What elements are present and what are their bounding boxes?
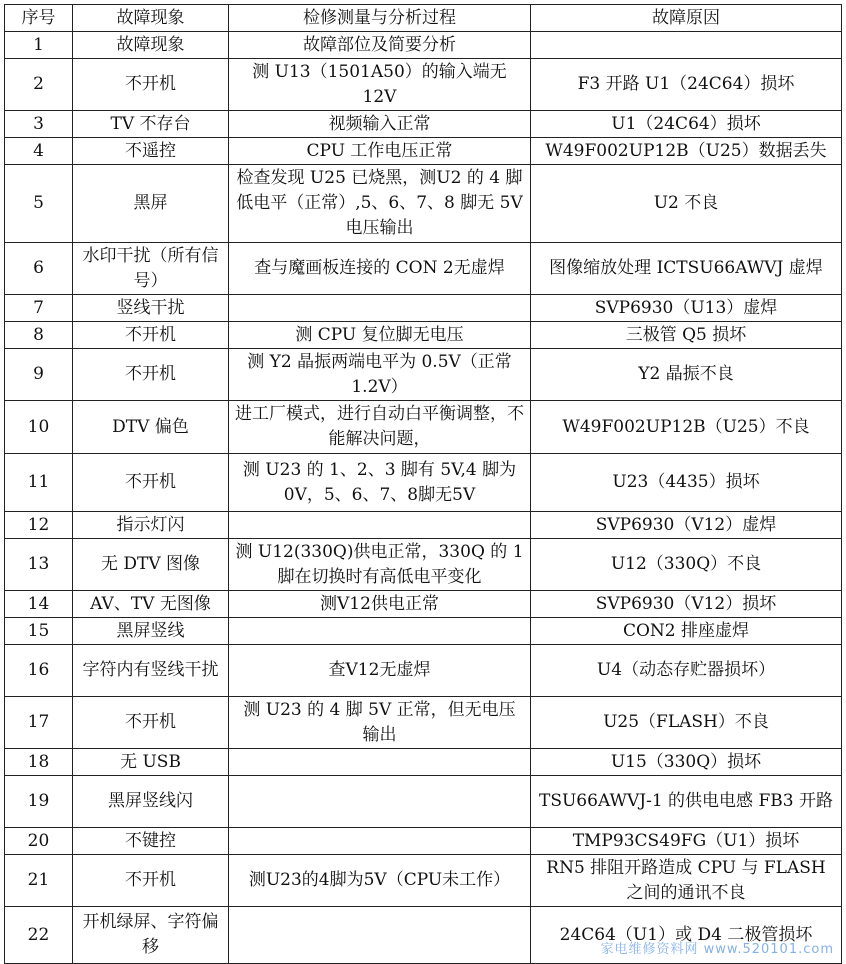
cell-cause: SVP6930（V12）虚焊 xyxy=(531,512,842,539)
table-row xyxy=(5,539,842,591)
table-row xyxy=(5,401,842,454)
cell-cause: SVP6930（U13）虚焊 xyxy=(531,295,842,322)
cell-symptom: AV、TV 无图像 xyxy=(73,591,229,618)
cell-analysis: 进工厂模式，进行自动白平衡调整，不能解决问题， xyxy=(229,401,531,454)
cell-cause: TSU66AWVJ-1 的供电电感 FB3 开路 xyxy=(531,776,842,828)
cell-serial: 5 xyxy=(5,165,73,243)
cell-analysis xyxy=(229,749,531,776)
cell-analysis xyxy=(229,907,531,964)
cell-symptom: TV 不存台 xyxy=(73,111,229,138)
table-row xyxy=(5,454,842,512)
cell-analysis xyxy=(229,295,531,322)
cell-serial: 17 xyxy=(5,697,73,749)
cell-serial: 18 xyxy=(5,749,73,776)
cell-analysis: 测 CPU 复位脚无电压 xyxy=(229,322,531,349)
table-row xyxy=(5,165,842,243)
table-header-row xyxy=(5,5,842,32)
table-row xyxy=(5,645,842,697)
table-row xyxy=(5,349,842,401)
cell-cause: U15（330Q）损坏 xyxy=(531,749,842,776)
cell-serial: 21 xyxy=(5,855,73,907)
cell-serial: 3 xyxy=(5,111,73,138)
fault-table xyxy=(4,4,842,964)
cell-serial: 8 xyxy=(5,322,73,349)
header-symptom: 故障现象 xyxy=(73,5,229,32)
cell-serial: 4 xyxy=(5,138,73,165)
cell-analysis: 测 U13（1501A50）的输入端无 12V xyxy=(229,59,531,111)
cell-symptom: 无 DTV 图像 xyxy=(73,539,229,591)
table-row xyxy=(5,828,842,855)
table-row xyxy=(5,59,842,111)
cell-cause: U4（动态存贮器损坏） xyxy=(531,645,842,697)
cell-analysis: CPU 工作电压正常 xyxy=(229,138,531,165)
cell-symptom: 黑屏竖线 xyxy=(73,618,229,645)
table-row xyxy=(5,243,842,295)
header-serial: 序号 xyxy=(5,5,73,32)
cell-serial: 1 xyxy=(5,32,73,59)
cell-analysis xyxy=(229,512,531,539)
cell-cause: W49F002UP12B（U25）数据丢失 xyxy=(531,138,842,165)
cell-analysis: 测U23的4脚为5V（CPU未工作） xyxy=(229,855,531,907)
cell-analysis: 故障部位及简要分析 xyxy=(229,32,531,59)
cell-cause: U12（330Q）不良 xyxy=(531,539,842,591)
cell-cause: U1（24C64）损坏 xyxy=(531,111,842,138)
cell-cause: 三极管 Q5 损坏 xyxy=(531,322,842,349)
table-body xyxy=(5,32,842,964)
cell-serial: 9 xyxy=(5,349,73,401)
cell-symptom: 竖线干扰 xyxy=(73,295,229,322)
cell-analysis xyxy=(229,618,531,645)
cell-analysis: 查V12无虚焊 xyxy=(229,645,531,697)
cell-serial: 14 xyxy=(5,591,73,618)
table-row xyxy=(5,322,842,349)
cell-serial: 11 xyxy=(5,454,73,512)
table-row xyxy=(5,776,842,828)
cell-symptom: 水印干扰（所有信号） xyxy=(73,243,229,295)
cell-analysis: 视频输入正常 xyxy=(229,111,531,138)
fault-table-sheet xyxy=(4,4,841,964)
cell-analysis: 测V12供电正常 xyxy=(229,591,531,618)
cell-analysis: 查与魔画板连接的 CON 2无虚焊 xyxy=(229,243,531,295)
cell-symptom: 指示灯闪 xyxy=(73,512,229,539)
table-row xyxy=(5,512,842,539)
cell-symptom: 不开机 xyxy=(73,454,229,512)
cell-serial: 10 xyxy=(5,401,73,454)
table-row xyxy=(5,111,842,138)
cell-serial: 15 xyxy=(5,618,73,645)
cell-serial: 19 xyxy=(5,776,73,828)
table-row xyxy=(5,591,842,618)
cell-analysis xyxy=(229,828,531,855)
cell-analysis: 测 Y2 晶振两端电平为 0.5V（正常 1.2V） xyxy=(229,349,531,401)
table-row xyxy=(5,295,842,322)
cell-symptom: 不遥控 xyxy=(73,138,229,165)
cell-cause: RN5 排阻开路造成 CPU 与 FLASH 之间的通讯不良 xyxy=(531,855,842,907)
cell-symptom: 不键控 xyxy=(73,828,229,855)
cell-serial: 6 xyxy=(5,243,73,295)
cell-serial: 20 xyxy=(5,828,73,855)
cell-serial: 16 xyxy=(5,645,73,697)
cell-serial: 7 xyxy=(5,295,73,322)
cell-symptom: 不开机 xyxy=(73,349,229,401)
cell-cause: U2 不良 xyxy=(531,165,842,243)
cell-serial: 22 xyxy=(5,907,73,964)
cell-symptom: 不开机 xyxy=(73,855,229,907)
cell-cause: W49F002UP12B（U25）不良 xyxy=(531,401,842,454)
cell-symptom: 黑屏竖线闪 xyxy=(73,776,229,828)
cell-symptom: DTV 偏色 xyxy=(73,401,229,454)
cell-symptom: 故障现象 xyxy=(73,32,229,59)
cell-cause: Y2 晶振不良 xyxy=(531,349,842,401)
cell-serial: 12 xyxy=(5,512,73,539)
table-row xyxy=(5,749,842,776)
cell-cause: U23（4435）损坏 xyxy=(531,454,842,512)
cell-serial: 13 xyxy=(5,539,73,591)
table-row xyxy=(5,138,842,165)
cell-cause: F3 开路 U1（24C64）损坏 xyxy=(531,59,842,111)
cell-cause: TMP93CS49FG（U1）损坏 xyxy=(531,828,842,855)
table-row xyxy=(5,32,842,59)
cell-cause: 图像缩放处理 ICTSU66AWVJ 虚焊 xyxy=(531,243,842,295)
cell-symptom: 不开机 xyxy=(73,59,229,111)
cell-analysis xyxy=(229,776,531,828)
cell-symptom: 不开机 xyxy=(73,322,229,349)
header-cause: 故障原因 xyxy=(531,5,842,32)
cell-symptom: 字符内有竖线干扰 xyxy=(73,645,229,697)
table-row xyxy=(5,697,842,749)
cell-cause: SVP6930（V12）损坏 xyxy=(531,591,842,618)
table-row xyxy=(5,618,842,645)
cell-analysis: 测 U23 的 1、2、3 脚有 5V,4 脚为 0V，5、6、7、8脚无5V xyxy=(229,454,531,512)
site-watermark: 家电维修资料网 www.520101.com xyxy=(600,942,834,957)
cell-serial: 2 xyxy=(5,59,73,111)
cell-analysis: 测 U12(330Q)供电正常，330Q 的 1 脚在切换时有高低电平变化 xyxy=(229,539,531,591)
cell-cause: 24C64（U1）或 D4 二极管损坏 xyxy=(531,907,842,964)
table-row xyxy=(5,855,842,907)
cell-symptom: 无 USB xyxy=(73,749,229,776)
cell-analysis: 检查发现 U25 已烧黑，测U2 的 4 脚低电平（正常）,5、6、7、8 脚无 5V 电压输出 xyxy=(229,165,531,243)
cell-symptom: 黑屏 xyxy=(73,165,229,243)
cell-cause: CON2 排座虚焊 xyxy=(531,618,842,645)
cell-cause: U25（FLASH）不良 xyxy=(531,697,842,749)
header-analysis: 检修测量与分析过程 xyxy=(229,5,531,32)
cell-symptom: 开机绿屏、字符偏移 xyxy=(73,907,229,964)
cell-symptom: 不开机 xyxy=(73,697,229,749)
cell-analysis: 测 U23 的 4 脚 5V 正常，但无电压输出 xyxy=(229,697,531,749)
cell-cause xyxy=(531,32,842,59)
